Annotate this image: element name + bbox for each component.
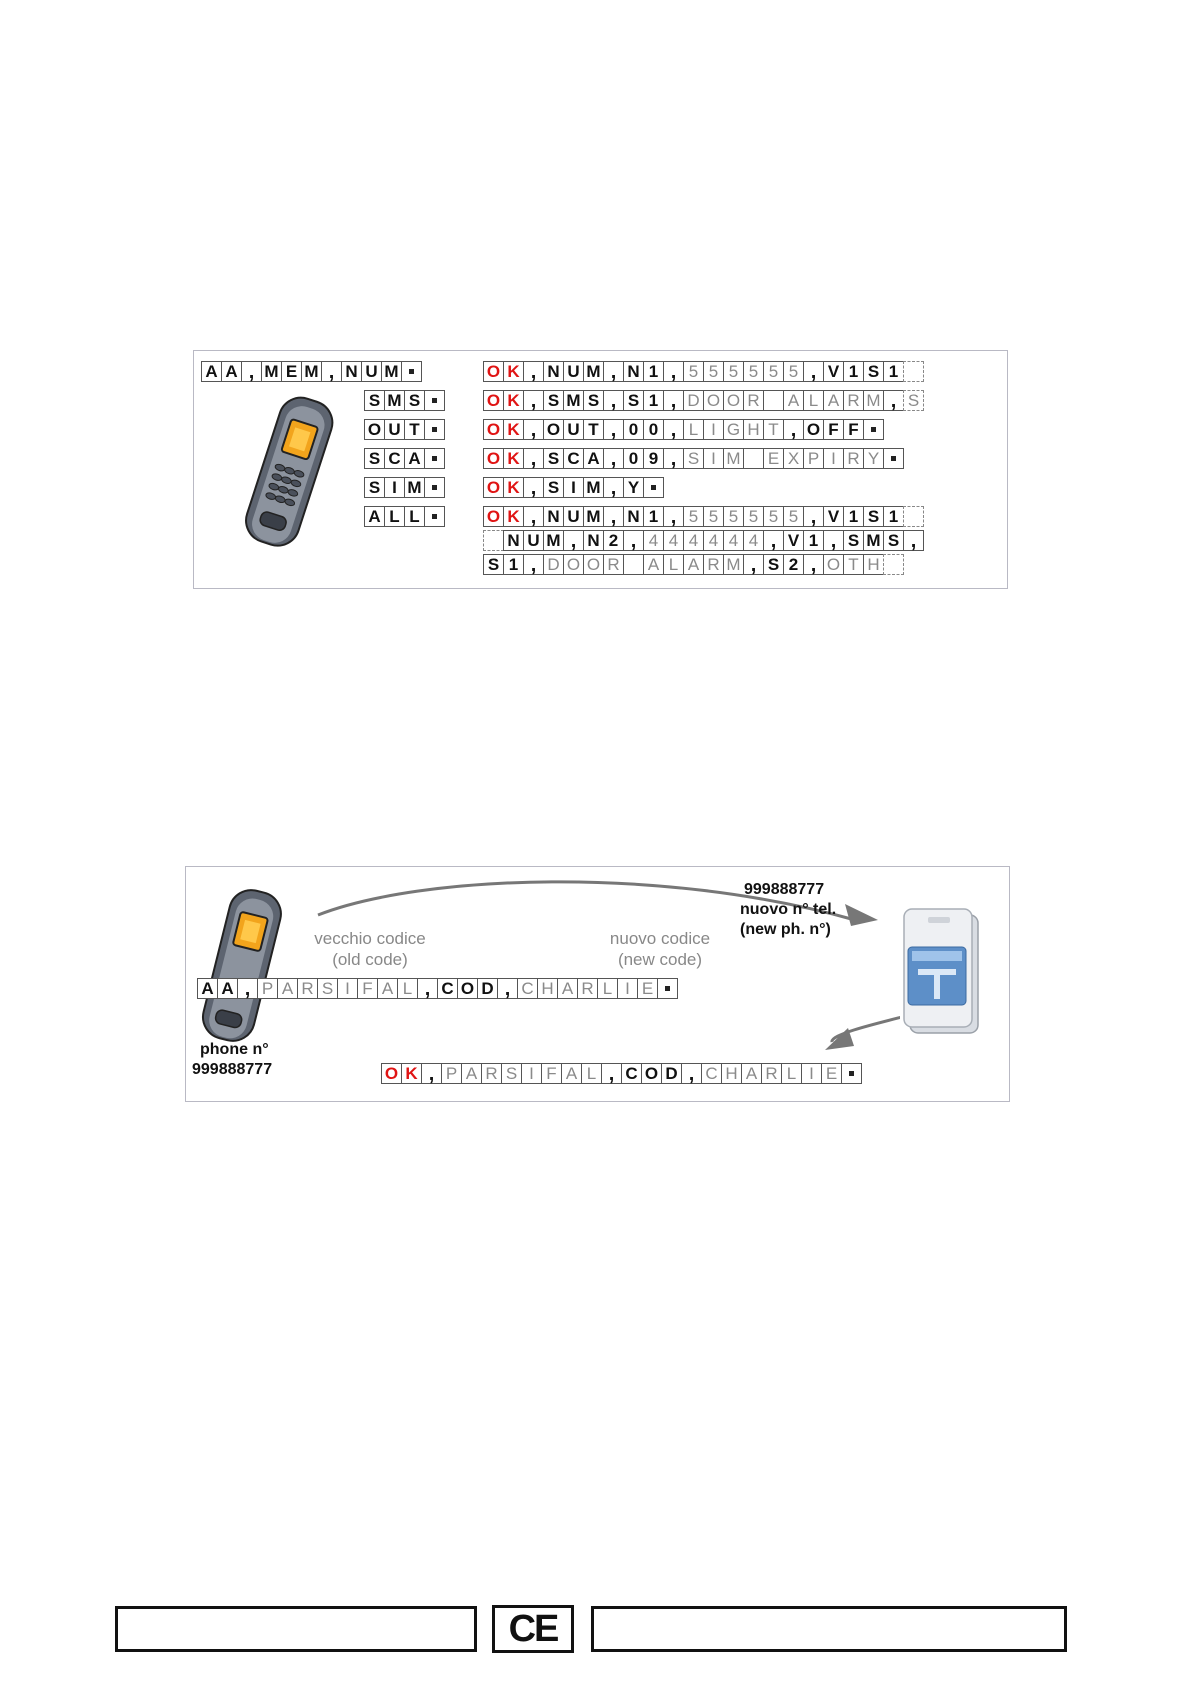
character-cell: 1 bbox=[883, 361, 904, 382]
character-row bbox=[364, 419, 445, 440]
character-row bbox=[201, 361, 422, 382]
character-cell: T bbox=[763, 419, 784, 440]
character-cell: C bbox=[384, 448, 405, 469]
character-cell: G bbox=[723, 419, 744, 440]
separator-cell: , bbox=[523, 554, 544, 575]
terminator-dot-cell bbox=[424, 448, 445, 469]
character-cell: S bbox=[543, 448, 564, 469]
character-cell: 1 bbox=[643, 390, 664, 411]
character-cell: H bbox=[743, 419, 764, 440]
character-cell: S bbox=[543, 477, 564, 498]
character-cell: 9 bbox=[643, 448, 664, 469]
character-cell: H bbox=[863, 554, 884, 575]
character-cell: 4 bbox=[703, 530, 724, 551]
character-cell: M bbox=[301, 361, 322, 382]
character-cell: E bbox=[281, 361, 302, 382]
terminator-dot-cell bbox=[643, 477, 664, 498]
character-cell: L bbox=[781, 1063, 802, 1084]
character-cell: M bbox=[261, 361, 282, 382]
character-cell: O bbox=[563, 554, 584, 575]
character-cell: R bbox=[843, 390, 864, 411]
character-cell: E bbox=[763, 448, 784, 469]
character-cell: 5 bbox=[683, 361, 704, 382]
character-cell: O bbox=[483, 390, 504, 411]
terminator-dot-cell bbox=[657, 978, 678, 999]
character-cell: R bbox=[843, 448, 864, 469]
character-row bbox=[483, 361, 924, 382]
character-cell: O bbox=[823, 554, 844, 575]
character-cell: A bbox=[364, 506, 385, 527]
character-cell: A bbox=[557, 978, 578, 999]
character-cell: M bbox=[583, 477, 604, 498]
separator-cell: , bbox=[623, 530, 644, 551]
character-cell bbox=[763, 390, 784, 411]
character-cell: V bbox=[823, 506, 844, 527]
character-cell: M bbox=[723, 448, 744, 469]
character-cell: S bbox=[543, 390, 564, 411]
separator-cell: , bbox=[603, 390, 624, 411]
character-cell: S bbox=[903, 390, 924, 411]
character-cell: 5 bbox=[683, 506, 704, 527]
character-cell: 1 bbox=[503, 554, 524, 575]
character-cell: 5 bbox=[703, 506, 724, 527]
character-cell: K bbox=[503, 448, 524, 469]
character-cell: L bbox=[397, 978, 418, 999]
character-cell: 0 bbox=[623, 448, 644, 469]
character-cell: A bbox=[741, 1063, 762, 1084]
character-cell: S bbox=[317, 978, 338, 999]
separator-cell: , bbox=[523, 506, 544, 527]
character-cell: 4 bbox=[643, 530, 664, 551]
character-cell: H bbox=[537, 978, 558, 999]
phone-number: 999888777 bbox=[192, 1061, 273, 1078]
character-cell: T bbox=[404, 419, 425, 440]
character-cell: M bbox=[563, 390, 584, 411]
separator-cell: , bbox=[803, 361, 824, 382]
separator-cell: , bbox=[321, 361, 342, 382]
phone-number-label bbox=[192, 1040, 272, 1080]
character-cell: K bbox=[503, 477, 524, 498]
character-cell: I bbox=[563, 477, 584, 498]
character-cell: P bbox=[803, 448, 824, 469]
character-cell: S bbox=[863, 361, 884, 382]
character-cell: S bbox=[364, 390, 385, 411]
character-cell: L bbox=[597, 978, 618, 999]
character-cell: C bbox=[437, 978, 458, 999]
character-row bbox=[364, 477, 445, 498]
separator-cell: , bbox=[523, 477, 544, 498]
character-cell: O bbox=[723, 390, 744, 411]
character-cell: 5 bbox=[763, 506, 784, 527]
separator-cell: , bbox=[681, 1063, 702, 1084]
character-cell: I bbox=[823, 448, 844, 469]
terminator-dot-cell bbox=[841, 1063, 862, 1084]
separator-cell: , bbox=[663, 390, 684, 411]
character-cell: M bbox=[583, 361, 604, 382]
character-cell: F bbox=[541, 1063, 562, 1084]
character-cell: R bbox=[297, 978, 318, 999]
new-code-label-it: nuovo codice bbox=[609, 929, 711, 948]
character-row bbox=[483, 390, 924, 411]
character-cell: I bbox=[384, 477, 405, 498]
character-cell: S bbox=[501, 1063, 522, 1084]
character-cell: O bbox=[483, 361, 504, 382]
character-cell: A bbox=[461, 1063, 482, 1084]
character-cell: U bbox=[563, 419, 584, 440]
new-number-label-it: nuovo n° tel. bbox=[740, 901, 837, 918]
separator-cell: , bbox=[523, 448, 544, 469]
character-cell: R bbox=[481, 1063, 502, 1084]
character-cell: O bbox=[543, 419, 564, 440]
character-cell: S bbox=[883, 530, 904, 551]
character-cell: X bbox=[783, 448, 804, 469]
character-cell: 5 bbox=[763, 361, 784, 382]
phone-label: phone n° bbox=[200, 1041, 269, 1058]
separator-cell: , bbox=[663, 361, 684, 382]
character-cell: F bbox=[823, 419, 844, 440]
ce-mark: CE bbox=[492, 1605, 574, 1653]
separator-cell: , bbox=[783, 419, 804, 440]
character-cell: P bbox=[441, 1063, 462, 1084]
character-cell: U bbox=[563, 361, 584, 382]
character-cell: S bbox=[404, 390, 425, 411]
character-cell: 5 bbox=[723, 361, 744, 382]
character-cell: A bbox=[377, 978, 398, 999]
character-cell: A bbox=[783, 390, 804, 411]
character-cell: N bbox=[623, 506, 644, 527]
character-cell: Y bbox=[623, 477, 644, 498]
separator-cell: , bbox=[601, 1063, 622, 1084]
character-cell: A bbox=[683, 554, 704, 575]
character-cell: O bbox=[703, 390, 724, 411]
character-cell: 5 bbox=[743, 361, 764, 382]
character-cell: 4 bbox=[743, 530, 764, 551]
character-cell: M bbox=[543, 530, 564, 551]
character-cell: I bbox=[521, 1063, 542, 1084]
new-number-value: 999888777 bbox=[744, 881, 825, 898]
character-cell: 5 bbox=[723, 506, 744, 527]
character-cell: V bbox=[783, 530, 804, 551]
character-cell bbox=[883, 554, 904, 575]
character-cell: U bbox=[563, 506, 584, 527]
separator-cell: , bbox=[803, 554, 824, 575]
character-cell: M bbox=[583, 506, 604, 527]
character-cell: C bbox=[517, 978, 538, 999]
character-cell: O bbox=[364, 419, 385, 440]
terminator-dot-cell bbox=[424, 390, 445, 411]
character-cell bbox=[903, 506, 924, 527]
character-row bbox=[364, 448, 445, 469]
character-cell: N bbox=[543, 506, 564, 527]
character-cell: K bbox=[503, 361, 524, 382]
character-cell: S bbox=[863, 506, 884, 527]
character-cell: R bbox=[577, 978, 598, 999]
separator-cell: , bbox=[883, 390, 904, 411]
character-cell: 4 bbox=[723, 530, 744, 551]
character-cell: A bbox=[583, 448, 604, 469]
character-cell: 1 bbox=[643, 506, 664, 527]
character-cell: L bbox=[404, 506, 425, 527]
separator-cell: , bbox=[523, 419, 544, 440]
character-cell: D bbox=[683, 390, 704, 411]
character-cell: S bbox=[763, 554, 784, 575]
new-number-label bbox=[740, 880, 836, 940]
character-cell bbox=[903, 361, 924, 382]
character-cell: 5 bbox=[783, 361, 804, 382]
character-cell: I bbox=[801, 1063, 822, 1084]
character-cell: A bbox=[197, 978, 218, 999]
separator-cell: , bbox=[563, 530, 584, 551]
separator-cell: , bbox=[241, 361, 262, 382]
terminator-dot-cell bbox=[401, 361, 422, 382]
character-cell: 0 bbox=[643, 419, 664, 440]
separator-cell: , bbox=[523, 361, 544, 382]
new-code-label bbox=[580, 928, 740, 970]
character-row bbox=[483, 419, 884, 440]
character-cell: L bbox=[683, 419, 704, 440]
separator-cell: , bbox=[237, 978, 258, 999]
character-cell: 1 bbox=[843, 361, 864, 382]
old-code-label-it: vecchio codice bbox=[314, 929, 426, 948]
character-cell: U bbox=[361, 361, 382, 382]
separator-cell: , bbox=[903, 530, 924, 551]
character-cell: P bbox=[257, 978, 278, 999]
character-cell: O bbox=[583, 554, 604, 575]
character-cell bbox=[743, 448, 764, 469]
character-cell: N bbox=[341, 361, 362, 382]
character-cell: A bbox=[217, 978, 238, 999]
character-cell: M bbox=[863, 530, 884, 551]
character-cell: U bbox=[523, 530, 544, 551]
old-code-label bbox=[290, 928, 450, 970]
character-cell: O bbox=[803, 419, 824, 440]
character-cell: S bbox=[843, 530, 864, 551]
character-cell: F bbox=[357, 978, 378, 999]
mobile-phone-illustration bbox=[232, 390, 342, 555]
new-number-label-en: (new ph. n°) bbox=[740, 921, 831, 938]
character-cell: H bbox=[721, 1063, 742, 1084]
character-cell: 5 bbox=[743, 506, 764, 527]
separator-cell: , bbox=[743, 554, 764, 575]
character-cell: L bbox=[581, 1063, 602, 1084]
character-cell: O bbox=[483, 448, 504, 469]
character-row bbox=[483, 554, 904, 575]
separator-cell: , bbox=[663, 419, 684, 440]
character-cell: K bbox=[401, 1063, 422, 1084]
character-cell: C bbox=[701, 1063, 722, 1084]
character-cell: T bbox=[583, 419, 604, 440]
character-cell: U bbox=[384, 419, 405, 440]
character-cell: S bbox=[623, 390, 644, 411]
separator-cell: , bbox=[497, 978, 518, 999]
character-cell: C bbox=[563, 448, 584, 469]
character-cell: L bbox=[663, 554, 684, 575]
terminator-dot-cell bbox=[883, 448, 904, 469]
character-row bbox=[483, 530, 924, 551]
character-cell: I bbox=[703, 448, 724, 469]
character-cell: R bbox=[603, 554, 624, 575]
character-cell: 1 bbox=[883, 506, 904, 527]
character-cell: A bbox=[404, 448, 425, 469]
terminator-dot-cell bbox=[424, 419, 445, 440]
character-cell bbox=[623, 554, 644, 575]
character-cell: O bbox=[483, 506, 504, 527]
character-cell: O bbox=[641, 1063, 662, 1084]
character-cell: I bbox=[617, 978, 638, 999]
character-row bbox=[483, 477, 664, 498]
new-code-label-en: (new code) bbox=[617, 950, 703, 969]
old-code-label-en: (old code) bbox=[332, 950, 408, 969]
character-cell: S bbox=[364, 477, 385, 498]
separator-cell: , bbox=[603, 419, 624, 440]
footer-right-box bbox=[591, 1606, 1067, 1652]
character-cell: 4 bbox=[683, 530, 704, 551]
character-cell: O bbox=[483, 419, 504, 440]
separator-cell: , bbox=[523, 390, 544, 411]
character-row bbox=[197, 978, 678, 999]
character-cell: D bbox=[477, 978, 498, 999]
character-cell: A bbox=[201, 361, 222, 382]
character-cell: O bbox=[457, 978, 478, 999]
character-cell: N bbox=[543, 361, 564, 382]
separator-cell: , bbox=[663, 448, 684, 469]
separator-cell: , bbox=[803, 506, 824, 527]
character-cell: A bbox=[221, 361, 242, 382]
terminator-dot-cell bbox=[863, 419, 884, 440]
character-cell: 1 bbox=[643, 361, 664, 382]
terminator-dot-cell bbox=[424, 506, 445, 527]
character-cell: A bbox=[277, 978, 298, 999]
character-cell: 5 bbox=[703, 361, 724, 382]
character-cell: F bbox=[843, 419, 864, 440]
separator-cell: , bbox=[763, 530, 784, 551]
separator-cell: , bbox=[603, 361, 624, 382]
separator-cell: , bbox=[421, 1063, 442, 1084]
separator-cell: , bbox=[603, 448, 624, 469]
character-cell: V bbox=[823, 361, 844, 382]
character-cell: A bbox=[643, 554, 664, 575]
character-cell: K bbox=[503, 390, 524, 411]
character-cell: M bbox=[863, 390, 884, 411]
separator-cell: , bbox=[823, 530, 844, 551]
character-cell: S bbox=[483, 554, 504, 575]
character-cell: E bbox=[637, 978, 658, 999]
character-cell: K bbox=[503, 419, 524, 440]
character-cell: O bbox=[381, 1063, 402, 1084]
character-cell: K bbox=[503, 506, 524, 527]
character-cell: O bbox=[483, 477, 504, 498]
character-cell: R bbox=[761, 1063, 782, 1084]
gsm-device-illustration bbox=[900, 903, 985, 1038]
separator-cell: , bbox=[603, 506, 624, 527]
character-cell: N bbox=[583, 530, 604, 551]
character-cell: T bbox=[843, 554, 864, 575]
character-cell: M bbox=[404, 477, 425, 498]
character-cell: L bbox=[384, 506, 405, 527]
character-cell: A bbox=[823, 390, 844, 411]
character-cell: 0 bbox=[623, 419, 644, 440]
character-cell: 2 bbox=[783, 554, 804, 575]
character-row bbox=[483, 506, 924, 527]
character-row bbox=[364, 506, 445, 527]
separator-cell: , bbox=[417, 978, 438, 999]
character-row bbox=[381, 1063, 862, 1084]
character-cell: 5 bbox=[783, 506, 804, 527]
character-cell bbox=[483, 530, 504, 551]
character-cell: M bbox=[723, 554, 744, 575]
character-cell: D bbox=[661, 1063, 682, 1084]
character-cell: C bbox=[621, 1063, 642, 1084]
character-cell: M bbox=[384, 390, 405, 411]
character-cell: 4 bbox=[663, 530, 684, 551]
character-cell: A bbox=[561, 1063, 582, 1084]
character-cell: E bbox=[821, 1063, 842, 1084]
separator-cell: , bbox=[603, 477, 624, 498]
character-cell: 1 bbox=[843, 506, 864, 527]
character-cell: L bbox=[803, 390, 824, 411]
character-cell: N bbox=[503, 530, 524, 551]
character-row bbox=[483, 448, 904, 469]
character-cell: Y bbox=[863, 448, 884, 469]
character-cell: R bbox=[703, 554, 724, 575]
character-cell: I bbox=[703, 419, 724, 440]
character-cell: N bbox=[623, 361, 644, 382]
mobile-phone-illustration bbox=[190, 885, 290, 1045]
terminator-dot-cell bbox=[424, 477, 445, 498]
character-cell: S bbox=[583, 390, 604, 411]
character-cell: 1 bbox=[803, 530, 824, 551]
character-cell: M bbox=[381, 361, 402, 382]
character-cell: S bbox=[683, 448, 704, 469]
separator-cell: , bbox=[663, 506, 684, 527]
character-cell: S bbox=[364, 448, 385, 469]
character-cell: I bbox=[337, 978, 358, 999]
character-cell: D bbox=[543, 554, 564, 575]
character-cell: 2 bbox=[603, 530, 624, 551]
character-cell: R bbox=[743, 390, 764, 411]
character-row bbox=[364, 390, 445, 411]
footer-left-box bbox=[115, 1606, 477, 1652]
